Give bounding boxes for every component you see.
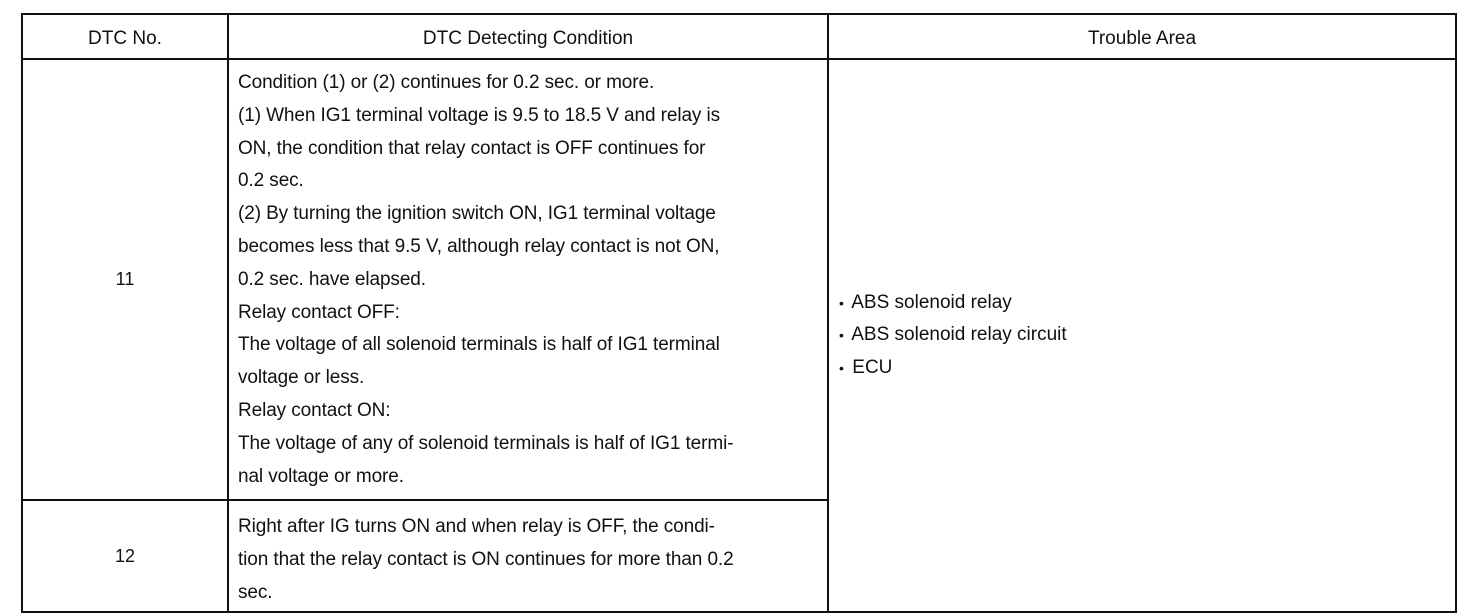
bullet-icon: •: [839, 327, 844, 344]
list-item: [839, 352, 1455, 385]
bullet-icon: •: [839, 359, 844, 376]
table-header-row: [22, 14, 1456, 59]
table-row: [22, 59, 1456, 500]
list-item: [839, 287, 1455, 320]
dtc-number-cell: 12: [22, 500, 228, 612]
condition-line: The voltage of all solenoid terminals is half of IG1 terminal: [238, 334, 720, 356]
condition-line: (1) When IG1 terminal voltage is 9.5 to 18.5 V and relay is: [238, 104, 721, 126]
trouble-area-cell: [828, 59, 1456, 612]
condition-line: Relay contact OFF:: [238, 301, 400, 323]
condition-line: (2) By turning the ignition switch ON, IG1 terminal voltage: [238, 203, 716, 225]
condition-line: ON, the condition that relay contact is OFF continues for: [238, 137, 706, 159]
header-trouble-area: Trouble Area: [828, 14, 1456, 59]
header-detecting-condition: DTC Detecting Condition: [228, 14, 828, 59]
condition-line: sec.: [238, 581, 273, 603]
condition-cell: [228, 59, 828, 500]
condition-line: Right after IG turns ON and when relay is OFF, the condi-: [238, 516, 715, 537]
trouble-area-item: ECU: [852, 356, 893, 378]
cropped-text-fragment: [21, 598, 61, 612]
header-dtc-no: DTC No.: [22, 14, 228, 59]
condition-line: 0.2 sec.: [238, 170, 304, 192]
condition-line: 0.2 sec. have elapsed.: [238, 268, 426, 290]
condition-line: Condition (1) or (2) continues for 0.2 sec. or more.: [238, 72, 655, 93]
dtc-table: [21, 13, 1457, 613]
trouble-area-list: [839, 287, 1455, 385]
condition-line: voltage or less.: [238, 367, 365, 389]
condition-line: Relay contact ON:: [238, 399, 391, 421]
trouble-area-item: ABS solenoid relay circuit: [851, 324, 1067, 346]
condition-line: The voltage of any of solenoid terminals is half of IG1 termi-: [238, 432, 734, 454]
trouble-area-item: ABS solenoid relay: [851, 291, 1012, 313]
condition-line: tion that the relay contact is ON continues for more than 0.2: [238, 548, 734, 570]
condition-line: becomes less that 9.5 V, although relay contact is not ON,: [238, 235, 720, 257]
bullet-icon: •: [839, 294, 844, 311]
dtc-number-cell: 11: [22, 59, 228, 500]
condition-cell: [228, 500, 828, 612]
list-item: [839, 319, 1455, 352]
condition-line: nal voltage or more.: [238, 465, 404, 487]
